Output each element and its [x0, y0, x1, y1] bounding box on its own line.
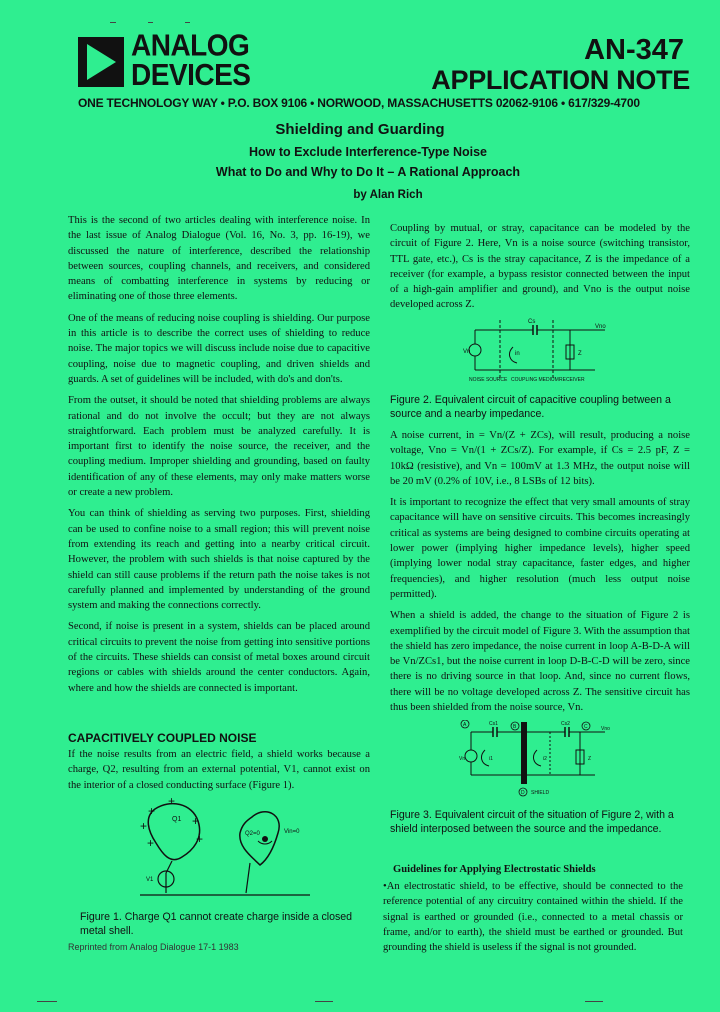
- paragraph: From the outset, it should be noted that shielding problems are always rational and do not involve the occult; but they are not always straightforward. Each problem must be analyzed carefully. It is important first to identify the noise source, the receiver, and the coupling medium. Improper shielding and grounding, based on faulty identification of any of these elements, may only make matters worse or create a new problem.: [68, 395, 370, 499]
- brand-name: [131, 28, 251, 92]
- fig2-label-noise-source: NOISE SOURCE: [469, 377, 508, 383]
- reprint-notice: Reprinted from Analog Dialogue 17-1 1983: [68, 942, 239, 952]
- figure-3-diagram: [455, 720, 625, 805]
- fig1-label-q2: Q2=0: [245, 831, 260, 837]
- fig2-label-z: Z: [578, 351, 582, 357]
- fig2-label-cs: Cs: [528, 319, 536, 325]
- fig3-label-shield: SHIELD: [531, 790, 550, 796]
- margin-mark: [185, 22, 190, 23]
- margin-mark: [315, 1001, 333, 1002]
- guidelines-heading: Guidelines for Applying Electrostatic Shields: [393, 864, 596, 875]
- subtitle-2: What to Do and Why to Do It – A Rational Approach: [215, 165, 521, 179]
- svg-text:+: +: [148, 804, 156, 818]
- analog-devices-logo: [78, 37, 124, 87]
- figure-1-diagram: [100, 795, 330, 905]
- margin-mark: [37, 1001, 57, 1002]
- figure-1-caption: Figure 1. Charge Q1 cannot create charge inside a closed metal shell.: [80, 911, 353, 937]
- brand-line-1: ANALOG: [131, 28, 250, 63]
- paragraph: Coupling by mutual, or stray, capacitance can be modeled by the circuit of Figure 2. Here, Vn is a noise source (switching transistor, TTL gate, etc.), Cs is the stray capacitance, Z is the impedance of a receiver (for example, a bypass resistor connected between the input of a high-gain amplifier and ground), and Vno is the output noise developed across Z.: [390, 223, 690, 311]
- paragraph: One of the means of reducing noise coupling is shielding. Our purpose in this article is to describe the correct uses of shielding to reduce noise. The major topics we will discuss include noise due to capacitive coupling, noise due to magnetic coupling, and driven shields and guards. A set of guidelines will be included, with do's and don'ts.: [68, 312, 370, 385]
- subtitle-1: How to Exclude Interference-Type Noise: [248, 145, 488, 159]
- company-address: ONE TECHNOLOGY WAY • P.O. BOX 9106 • NORWOOD, MASSACHUSETTS 02062-9106 • 617/329-4700: [78, 96, 640, 110]
- figure-2-diagram: [455, 315, 625, 390]
- fig3-label-c: C: [584, 724, 588, 730]
- margin-mark: [585, 1001, 603, 1002]
- margin-mark: [148, 22, 153, 23]
- fig2-label-vn: Vn: [463, 349, 471, 355]
- fig3-label-i2: i2: [543, 756, 547, 762]
- svg-text:+: +: [192, 814, 200, 828]
- section-heading: CAPACITIVELY COUPLED NOISE: [68, 731, 257, 745]
- fig2-label-coupling-medium: COUPLING MEDIUM: [511, 377, 559, 383]
- author-byline: by Alan Rich: [353, 189, 423, 201]
- svg-text:+: +: [140, 819, 148, 833]
- fig3-label-z: Z: [588, 756, 592, 762]
- paragraph: You can think of shielding as serving two purposes. First, shielding can be used to confine noise to a small region; this will prevent noise from extending its reach and getting into a nearby critical circuit. However, the problem with such shields is that noise captured by the shield can still cause problems if the return path the noise takes is not carefully planned and implemented by understanding of the ground system and making the connections correctly.: [68, 508, 370, 612]
- figure-2-caption: Figure 2. Equivalent circuit of capacitive coupling between a source and a nearby impedance.: [390, 394, 671, 420]
- margin-mark: [110, 22, 116, 23]
- svg-text:+: +: [168, 795, 176, 808]
- guidelines-text: [383, 879, 683, 961]
- paragraph: When a shield is added, the change to the situation of Figure 2 is exemplified by the circuit model of Figure 3. With the assumption that the shield has zero impedance, the noise current in loop A-B-D-A will be Vn/ZCs1, but the noise current in loop D-B-C-D will be zero, since there is no driving source in that loop. And, since no current flows, there will be no voltage developed across Z. The sensitive circuit has thus been shielded from the noise source, Vn.: [390, 610, 690, 714]
- fig3-label-b: B: [513, 724, 517, 730]
- paragraph: A noise current, in = Vn/(Z + ZCs), will result, producing a noise voltage, Vno = Vn/(1 + ZCs/Z). For example, if Cs = 2.5 pF, Z = 10kΩ (resistive), and Vn = 100mV at 1.3 MHz, the output noise will be 20 mV (0.2% of 10V, i.e., 8 LSBs of 12 bits).: [390, 430, 690, 487]
- figure-3-caption: Figure 3. Equivalent circuit of the situation of Figure 2, with a shield interposed between the source and the impedance.: [390, 809, 674, 835]
- paragraph: It is important to recognize the effect that very small amounts of stray capacitance will have on sensitive circuits. This becomes increasingly critical as systems are being designed to combine circuits operating at lower power (implying higher impedance levels), higher speed (implying lower nodal stray capacitance, faster edges, and higher frequencies), and higher resolution (much less output noise permitted).: [390, 497, 690, 600]
- right-column-body: [390, 428, 690, 721]
- fig3-label-vn: Vn: [459, 756, 466, 762]
- fig3-label-cs2: Cs2: [561, 721, 570, 727]
- fig1-label-vin: Vin=0: [284, 829, 300, 835]
- note-number: AN-347: [584, 34, 684, 66]
- svg-text:+: +: [147, 836, 155, 850]
- fig2-label-in: in: [515, 351, 520, 357]
- fig2-label-vno: Vno: [595, 324, 606, 330]
- paragraph: •An electrostatic shield, to be effective, should be connected to the reference potential of any circuitry contained within the shield. If the signal is earthed or grounded (i.e., connected to a metal chassis or frame, and/or to earth), the shield must be earthed or grounded. But grounding the shield is useless if the signal is not grounded.: [383, 881, 683, 954]
- fig3-label-a: A: [463, 722, 467, 728]
- left-column-tail: [68, 747, 370, 799]
- brand-line-2: DEVICES: [131, 57, 251, 92]
- fig3-label-d: D: [521, 790, 525, 796]
- right-column-p1: [390, 221, 690, 319]
- fig3-label-vno: Vno: [601, 726, 610, 732]
- paragraph: Second, if noise is present in a system, shields can be placed around critical circuits to prevent the noise from getting into sensitive portions of the circuits. These shields can consist of metal boxes around circuit regions or cables with shields around the center conductors. Again, where and how the shields are connected is important.: [68, 621, 370, 694]
- fig3-label-cs1: Cs1: [489, 721, 498, 727]
- paragraph: This is the second of two articles dealing with interference noise. In the last issue of Analog Dialogue (Vol. 16, No. 3, pp. 16-19), we discussed the nature of interference, described the relationship between sources, coupling channels, and receivers, and considered means of combatting interference in systems by reducing or eliminating one of those three elements.: [68, 215, 370, 303]
- paragraph: If the noise results from an electric field, a shield works because a charge, Q2, resulting from an external potential, V1, cannot exist on the interior of a closed conducting surface (Figure 1).: [68, 749, 370, 791]
- fig1-label-v1: V1: [146, 877, 154, 883]
- fig2-label-receiver: RECEIVER: [559, 377, 585, 383]
- note-type: APPLICATION NOTE: [431, 65, 690, 95]
- fig3-label-i1: i1: [489, 756, 493, 762]
- logo-triangle-icon: [78, 37, 124, 87]
- svg-text:+: +: [196, 832, 204, 846]
- fig1-label-q1: Q1: [172, 816, 182, 823]
- left-column: [68, 213, 370, 702]
- page-title: Shielding and Guarding: [275, 121, 445, 138]
